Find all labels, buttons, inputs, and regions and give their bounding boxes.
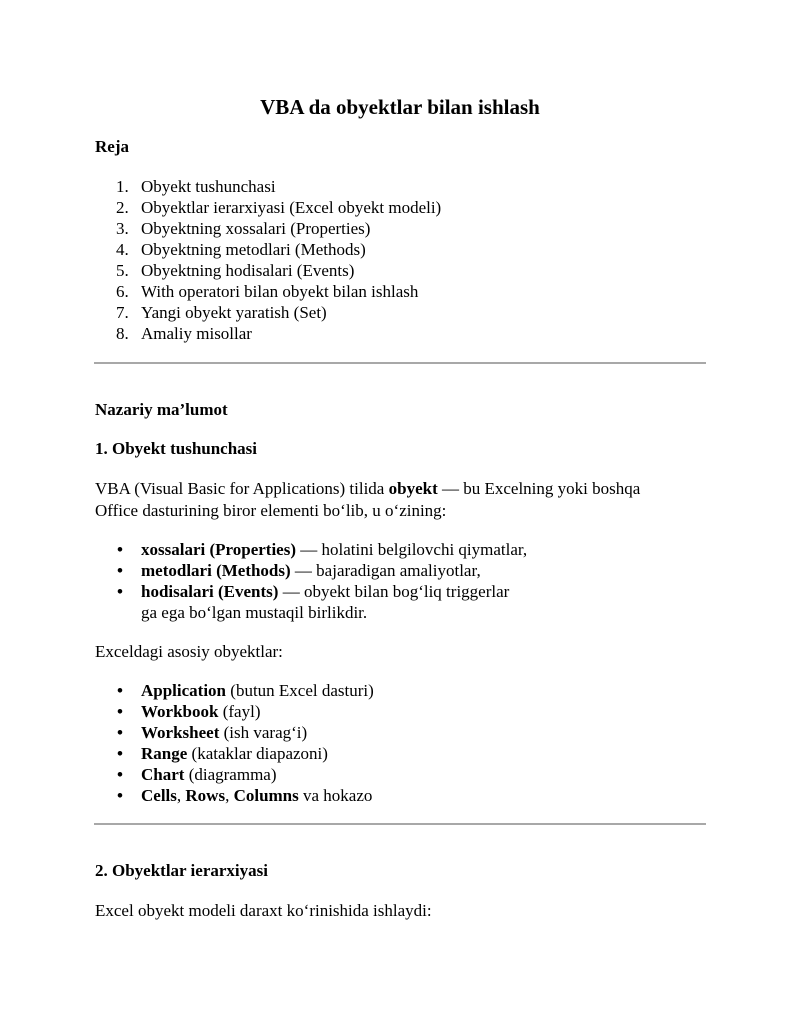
plan-item: 7. Yangi obyekt yaratish (Set) — [116, 303, 327, 322]
list-item: • Workbook (fayl) — [117, 702, 261, 721]
plan-item: 2. Obyektlar ierarxiyasi (Excel obyekt modeli) — [116, 198, 442, 217]
divider — [94, 362, 706, 364]
plan-item: 8. Amaliy misollar — [116, 324, 252, 343]
list-item: • metodlari (Methods) — bajaradigan amaliyotlar, — [117, 561, 481, 580]
plan-item: 6. With operatori bilan obyekt bilan ishlash — [116, 282, 419, 301]
plan-item: 3. Obyektning xossalari (Properties) — [116, 219, 371, 238]
features-list — [95, 539, 527, 623]
list-item: • Worksheet (ish varag‘i) — [117, 723, 308, 742]
section2-heading: 2. Obyektlar ierarxiyasi — [95, 861, 268, 880]
section1-heading: 1. Obyekt tushunchasi — [95, 439, 258, 458]
plan-heading: Reja — [95, 137, 129, 156]
plan-item: 1. Obyekt tushunchasi — [116, 177, 276, 196]
list-item: • Range (kataklar diapazoni) — [117, 744, 328, 763]
plan-item: 4. Obyektning metodlari (Methods) — [116, 240, 366, 259]
main-objects-label: Exceldagi asosiy obyektlar: — [95, 642, 283, 661]
theory-heading: Nazariy ma’lumot — [95, 400, 228, 419]
divider — [94, 823, 706, 825]
list-item: • xossalari (Properties) — holatini belgilovchi qiymatlar, — [117, 540, 528, 559]
objects-list — [95, 680, 374, 806]
list-item: • Application (butun Excel dasturi) — [117, 681, 374, 700]
section1-intro: VBA (Visual Basic for Applications) tilida obyekt — bu Excelning yoki boshqa Office dasturining biror elementi bo‘lib, u o‘zining: — [95, 479, 641, 520]
list-item: • Cells, Rows, Columns va hokazo — [117, 786, 373, 805]
plan-list — [95, 176, 441, 344]
section2-intro: Excel obyekt modeli daraxt ko‘rinishida ishlaydi: — [95, 901, 432, 920]
document-title: VBA da obyektlar bilan ishlash — [260, 95, 540, 119]
list-item: • hodisalari (Events) — obyekt bilan bog‘liq triggerlar ga ega bo‘lgan mustaqil birlikdir. — [117, 582, 510, 622]
list-item: • Chart (diagramma) — [117, 765, 277, 784]
plan-item: 5. Obyektning hodisalari (Events) — [116, 261, 355, 280]
